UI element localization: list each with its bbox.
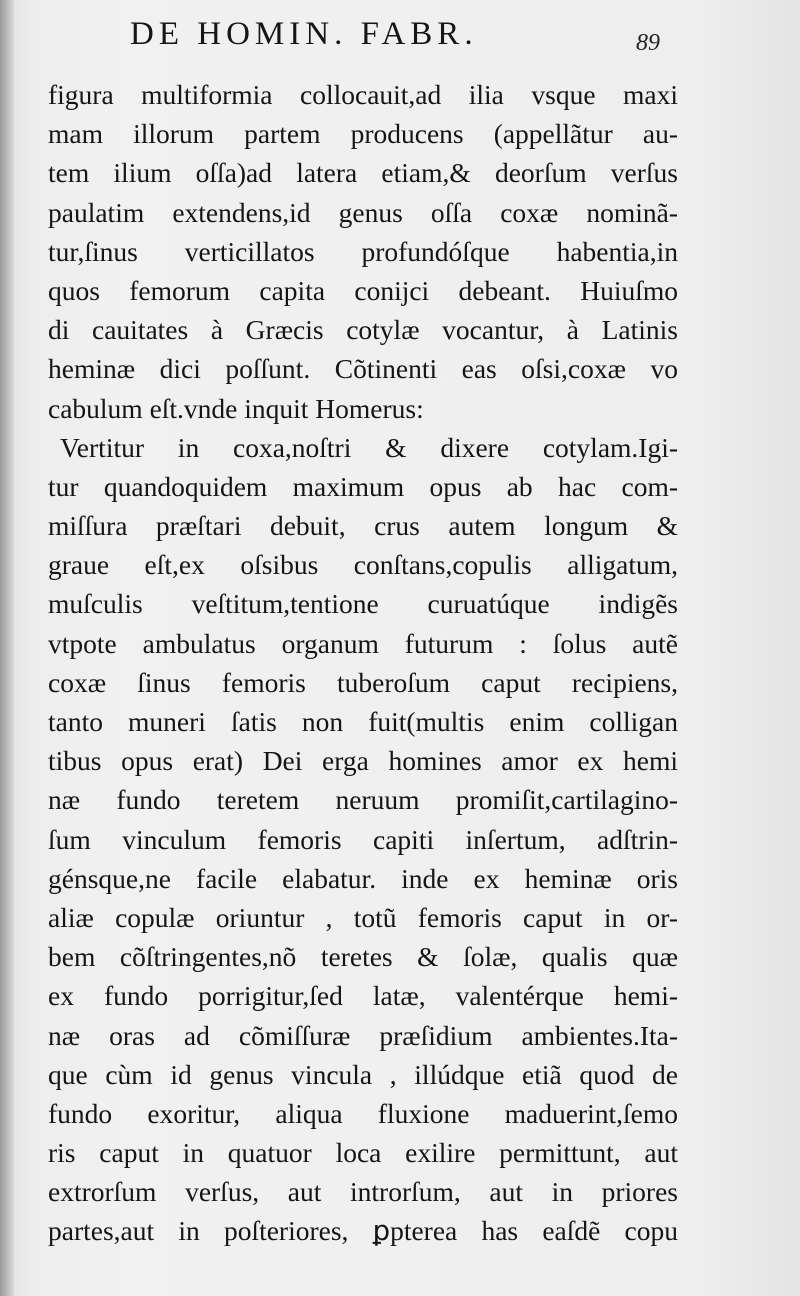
text-line: næ fundo teretem neruum promiſit,cartilagino- <box>48 784 678 816</box>
text-line: vtpote ambulatus organum futurum : ſolus autẽ <box>48 627 678 659</box>
text-line: coxæ ſinus femoris tuberoſum caput recipiens, <box>48 666 678 698</box>
text-line: heminæ dici poſſunt. Cõtinenti eas oſsi,coxæ vo <box>48 353 678 385</box>
text-line: que cùm id genus vincula , illúdque etiã quod de <box>48 1058 678 1090</box>
text-line: ex fundo porrigitur,ſed latæ, valentérque hemi- <box>48 980 678 1012</box>
page-number: 89 <box>636 30 660 56</box>
paragraph-start-line: Vertitur in coxa,noſtri & dixere cotylam.Igi- <box>60 431 678 463</box>
text-line: quos femorum capita conijci debeant. Huiuſmo <box>48 274 678 306</box>
text-line: mam illorum partem producens (appellãtur au- <box>48 118 678 150</box>
text-line: aliæ copulæ oriuntur , totũ femoris caput in or- <box>48 901 678 933</box>
text-line: cabulum eſt.vnde inquit Homerus: <box>48 392 424 424</box>
text-line: tanto muneri ſatis non fuit(multis enim colligan <box>48 706 678 737</box>
page-gutter-shadow <box>0 0 14 1296</box>
text-line: muſculis veſtitum,tentione curuatúque indigẽs <box>48 588 678 620</box>
text-line: tur quandoquidem maximum opus ab hac com- <box>48 470 678 502</box>
text-line: extrorſum verſus, aut introrſum, aut in priores <box>48 1176 678 1208</box>
text-line: tur,ſinus verticillatos profundóſque habentia,in <box>48 235 678 267</box>
text-line: ſum vinculum femoris capiti inſertum, adſtrin- <box>48 823 678 855</box>
text-line: tem ilium oſſa)ad latera etiam,& deorſum verſus <box>48 157 678 189</box>
text-line: tibus opus erat) Dei erga homines amor ex hemi <box>48 745 678 777</box>
running-head: DE HOMIN. FABR. <box>130 16 478 52</box>
text-line: miſſura præſtari debuit, crus autem longum & <box>48 510 678 542</box>
body-text <box>48 75 678 1251</box>
text-line: partes,aut in poſteriores, ꝑpterea has eaſdẽ copu <box>48 1215 678 1247</box>
text-line: figura multiformia collocauit,ad ilia vsque maxi <box>48 79 678 110</box>
text-line: ris caput in quatuor loca exilire permittunt, aut <box>48 1137 678 1169</box>
text-line: næ oras ad cõmiſſuræ præſidium ambientes.Ita- <box>48 1019 678 1051</box>
text-line: paulatim extendens,id genus oſſa coxæ nominã- <box>48 196 678 228</box>
text-line: graue eſt,ex oſsibus conſtans,copulis alligatum, <box>48 549 678 581</box>
text-line: di cauitates à Græcis cotylæ vocantur, à Latinis <box>48 314 678 346</box>
text-line: fundo exoritur, aliqua fluxione maduerint,ſemo <box>48 1097 678 1129</box>
text-line: bem cõſtringentes,nõ teretes & ſolæ, qualis quæ <box>48 941 678 973</box>
text-line: génsque,ne facile elabatur. inde ex heminæ oris <box>48 862 678 894</box>
